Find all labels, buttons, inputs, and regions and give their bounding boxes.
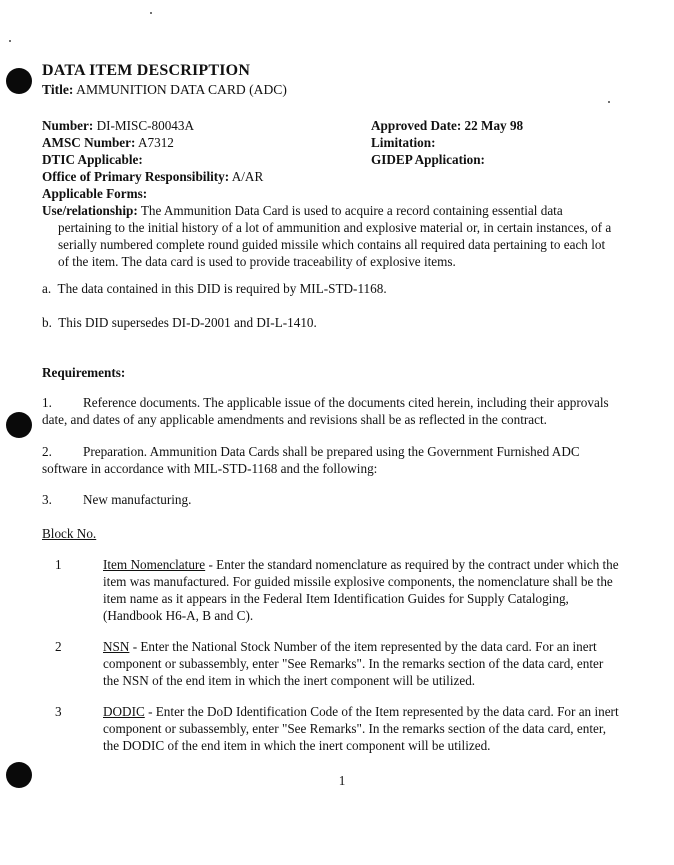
approved-label: Approved Date: bbox=[371, 118, 462, 133]
block-1-number: 1 bbox=[55, 557, 62, 572]
requirements-heading: Requirements: bbox=[42, 365, 126, 380]
block-no-heading: Block No. bbox=[42, 526, 97, 541]
amsc-value: A7312 bbox=[137, 135, 174, 150]
dtic-row bbox=[42, 151, 362, 168]
block-1-line-1: - Enter the standard nomenclature as required by the contract under which the bbox=[205, 557, 619, 572]
block-2-number: 2 bbox=[55, 639, 62, 654]
meta-left-column bbox=[42, 117, 362, 202]
forms-label: Applicable Forms: bbox=[42, 186, 148, 201]
note-a bbox=[42, 280, 648, 297]
block-2-line-3: the NSN of the end item in which the inert component will be utilized. bbox=[103, 673, 476, 688]
note-a-text: The data contained in this DID is required by MIL-STD-1168. bbox=[57, 281, 387, 296]
block-3-line-2: component or subassembly, enter "See Remarks". In the remarks section of the data card, enter, bbox=[103, 721, 607, 736]
number-row bbox=[42, 117, 362, 134]
dtic-label: DTIC Applicable: bbox=[42, 152, 143, 167]
requirement-2 bbox=[42, 443, 648, 477]
block-item-2 bbox=[55, 638, 655, 689]
number-value: DI-MISC-80043A bbox=[96, 118, 195, 133]
approved-row bbox=[371, 117, 651, 134]
opr-row bbox=[42, 168, 362, 185]
title-label: Title: bbox=[42, 82, 74, 97]
approved-value: 22 May 98 bbox=[464, 118, 524, 133]
block-3-line-1: - Enter the DoD Identification Code of the Item represented by the data card. For an inert bbox=[144, 704, 619, 719]
use-text-1: The Ammunition Data Card is used to acquire a record containing essential data bbox=[140, 203, 563, 218]
punch-hole-middle bbox=[6, 412, 32, 438]
block-item-1 bbox=[55, 556, 655, 624]
note-b-text: This DID supersedes DI-D-2001 and DI-L-1410. bbox=[58, 315, 317, 330]
block-2-line-2: component or subassembly, enter "See Remarks". In the remarks section of the data card, enter bbox=[103, 656, 604, 671]
gidep-label: GIDEP Application: bbox=[371, 152, 485, 167]
gidep-row bbox=[371, 151, 651, 168]
note-b-marker: b. bbox=[42, 315, 52, 330]
block-1-line-3: item name as it appears in the Federal Item Identification Guides for Supply Cataloging, bbox=[103, 591, 569, 606]
block-2-term: NSN bbox=[103, 639, 130, 654]
block-1-line-4: (Handbook H6-A, B and C). bbox=[103, 608, 254, 623]
requirement-2-line-2: software in accordance with MIL-STD-1168 and the following: bbox=[42, 461, 378, 476]
document-subtitle bbox=[42, 81, 287, 98]
use-line-3: serially numbered complete round guided missile which contains all required data pertaining to each lot bbox=[58, 237, 606, 252]
limitation-label: Limitation: bbox=[371, 135, 436, 150]
requirement-3 bbox=[42, 491, 648, 508]
block-2-line-1: - Enter the National Stock Number of the item represented by the data card. For an inert bbox=[129, 639, 597, 654]
requirement-1-line-1: Reference documents. The applicable issue of the documents cited herein, including their approvals bbox=[83, 395, 609, 410]
requirement-1-number: 1. bbox=[42, 395, 52, 410]
block-3-number: 3 bbox=[55, 704, 62, 719]
number-label: Number: bbox=[42, 118, 94, 133]
note-a-marker: a. bbox=[42, 281, 52, 296]
meta-right-column bbox=[371, 117, 651, 168]
requirement-2-line-1: Preparation. Ammunition Data Cards shall be prepared using the Government Furnished ADC bbox=[83, 444, 580, 459]
use-line-4: of the item. The data card is used to provide traceability of explosive items. bbox=[58, 254, 456, 269]
requirement-1-line-2: date, and dates of any applicable amendments and revisions shall be as reflected in the contract. bbox=[42, 412, 547, 427]
block-1-line-2: item was manufactured. For guided missile explosive components, the nomenclature shall be the bbox=[103, 574, 613, 589]
block-3-line-3: the DODIC of the end item in which the inert component will be utilized. bbox=[103, 738, 491, 753]
block-1-term: Item Nomenclature bbox=[103, 557, 206, 572]
amsc-row bbox=[42, 134, 362, 151]
punch-hole-bottom bbox=[6, 762, 32, 788]
block-3-term: DODIC bbox=[103, 704, 145, 719]
note-b bbox=[42, 314, 648, 331]
document-title: DATA ITEM DESCRIPTION bbox=[42, 62, 251, 79]
scan-speck bbox=[9, 40, 11, 42]
use-line-1 bbox=[42, 202, 648, 219]
page-number: 1 bbox=[338, 773, 346, 788]
amsc-label: AMSC Number: bbox=[42, 135, 136, 150]
limitation-row bbox=[371, 134, 651, 151]
requirement-1 bbox=[42, 394, 648, 428]
requirement-3-text: New manufacturing. bbox=[83, 492, 192, 507]
block-item-3 bbox=[55, 703, 655, 754]
requirement-3-number: 3. bbox=[42, 492, 52, 507]
opr-label: Office of Primary Responsibility: bbox=[42, 169, 230, 184]
opr-value: A/AR bbox=[231, 169, 264, 184]
forms-row bbox=[42, 185, 362, 202]
punch-hole-top bbox=[6, 68, 32, 94]
scan-speck bbox=[150, 12, 152, 14]
scan-speck bbox=[608, 101, 610, 103]
title-value: AMMUNITION DATA CARD (ADC) bbox=[76, 82, 287, 97]
use-line-2: pertaining to the initial history of a lot of ammunition and explosive material or, in certain instances, of a bbox=[58, 220, 612, 235]
requirement-2-number: 2. bbox=[42, 444, 52, 459]
use-label: Use/relationship: bbox=[42, 203, 138, 218]
use-relationship-section bbox=[42, 202, 648, 270]
